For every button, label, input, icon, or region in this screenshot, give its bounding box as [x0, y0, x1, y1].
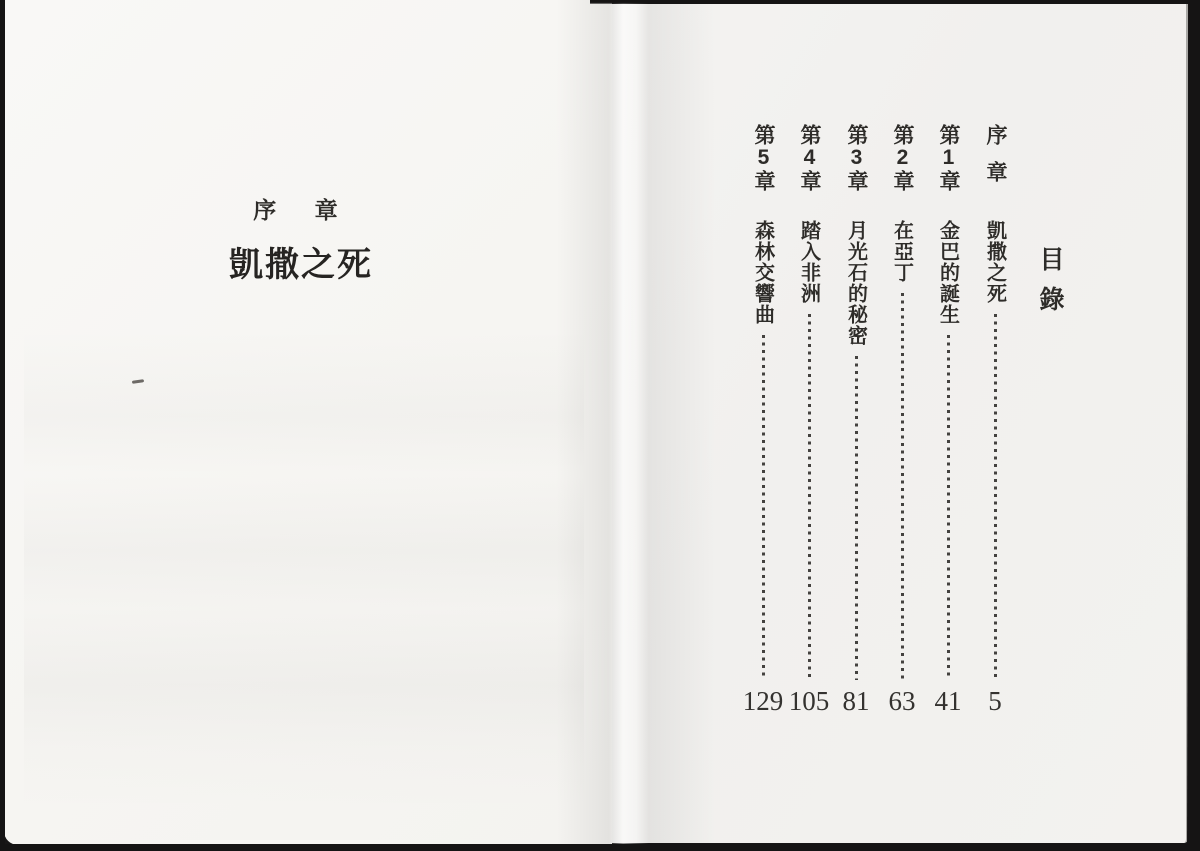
toc-heading: 目錄 — [1036, 246, 1064, 326]
toc-page-number: 129 — [742, 686, 784, 716]
toc-chapter-label: 第1章 — [937, 124, 960, 192]
toc-chapter-title: 金巴的誕生 — [936, 220, 959, 325]
scan-edge-right — [1187, 0, 1200, 851]
scan-edge-top — [590, 0, 1200, 4]
toc-dot-leader — [994, 314, 997, 680]
toc-page-number: 81 — [842, 686, 870, 716]
toc-dot-leader — [947, 335, 950, 680]
toc-chapter-label: 第2章 — [891, 124, 914, 192]
left-page — [4, 0, 612, 845]
toc-page-number: 41 — [934, 686, 962, 716]
scan-edge-left — [0, 0, 5, 851]
toc-page-number: 63 — [888, 686, 916, 716]
toc-chapter-label: 第3章 — [845, 124, 868, 192]
toc-dot-leader — [855, 356, 858, 680]
ink-speck — [132, 379, 144, 384]
page-bleedthrough — [24, 330, 584, 810]
toc-chapter-title: 森林交響曲 — [751, 220, 774, 325]
toc-page-number: 5 — [988, 686, 1002, 716]
toc-chapter-title: 月光石的秘密 — [844, 220, 867, 346]
preface-chapter-label: 序 章 — [253, 197, 341, 223]
toc-dot-leader — [808, 314, 811, 680]
scan-edge-bottom — [0, 844, 1200, 851]
toc-chapter-title: 凱撒之死 — [983, 220, 1006, 304]
right-page — [612, 4, 1188, 843]
toc-chapter-label: 第5章 — [752, 124, 775, 192]
toc-entry-preface — [980, 124, 1010, 716]
toc-entry-chapter-2 — [887, 124, 917, 716]
toc-page-number: 105 — [788, 686, 830, 716]
toc-chapter-label: 第4章 — [798, 124, 821, 192]
toc-chapter-title: 在亞丁 — [890, 220, 913, 283]
toc-entry-chapter-3 — [841, 124, 871, 716]
toc-chapter-label: 序章 — [984, 124, 1007, 198]
toc-dot-leader — [901, 293, 904, 680]
preface-chapter-title: 凱撒之死 — [229, 246, 373, 284]
toc-entry-chapter-1 — [933, 124, 963, 716]
toc-chapter-title: 踏入非洲 — [797, 220, 820, 304]
toc-entry-chapter-4 — [788, 124, 830, 716]
toc-dot-leader — [762, 335, 765, 680]
toc-entry-chapter-5 — [742, 124, 784, 716]
